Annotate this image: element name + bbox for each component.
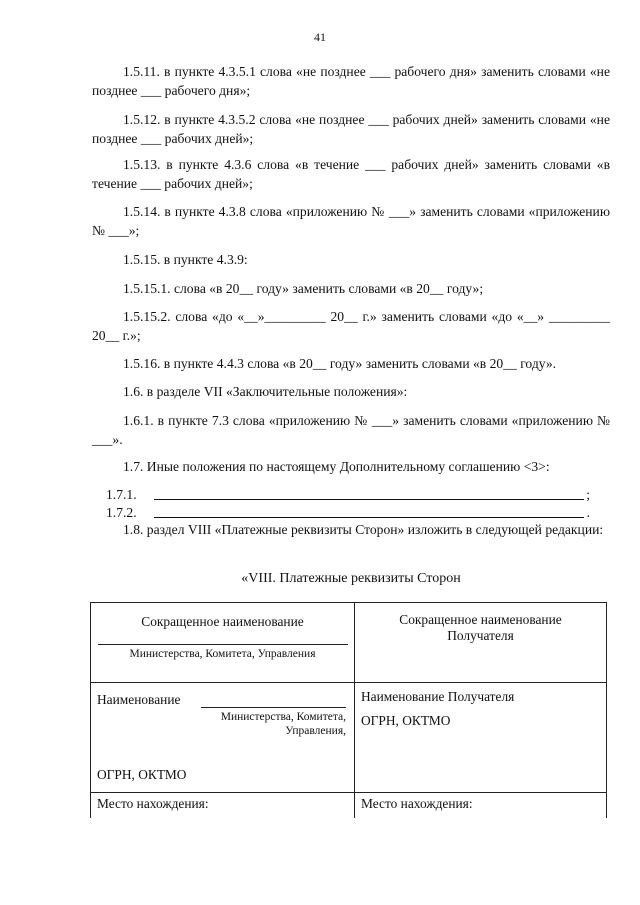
blank-line-label: 1.7.1. bbox=[106, 487, 137, 502]
blank-line-label: 1.7.2. bbox=[106, 505, 137, 520]
left-location: Место нахождения: bbox=[97, 796, 209, 811]
left-ogrn: ОГРН, ОКТМО bbox=[97, 767, 187, 782]
left-header-sub: Министерства, Комитета, Управления bbox=[129, 648, 316, 660]
section-title: «VIII. Платежные реквизиты Сторон bbox=[241, 571, 461, 586]
left-name-label: Наименование bbox=[97, 692, 181, 707]
paragraph-1-5-11: 1.5.11. в пункте 4.3.5.1 слова «не позднее ___ рабочего дня» заменить словами «не позднее ___ рабочего дня»; bbox=[92, 64, 610, 98]
payment-details-table bbox=[90, 602, 607, 818]
paragraph-1-6-1: 1.6.1. в пункте 7.3 слова «приложению № ___» заменить словами «приложению № ___». bbox=[92, 413, 610, 447]
left-header-cell bbox=[91, 603, 355, 683]
paragraph-1-5-16: 1.5.16. в пункте 4.4.3 слова «в 20__ году» заменить словами «в 20__ году». bbox=[123, 356, 557, 371]
blank-rule bbox=[154, 499, 584, 500]
right-header-cell bbox=[355, 603, 607, 683]
left-name-cell bbox=[91, 683, 355, 793]
right-header: Сокращенное наименование Получателя bbox=[399, 612, 562, 643]
paragraph-1-8: 1.8. раздел VIII «Платежные реквизиты Сторон» изложить в следующей редакции: bbox=[123, 522, 604, 537]
left-location-cell bbox=[91, 793, 355, 818]
blank-line-end: ; bbox=[586, 487, 590, 502]
left-name-sub: Министерства, Комитета, Управления, bbox=[220, 711, 346, 737]
paragraph-1-6: 1.6. в разделе VII «Заключительные положения»: bbox=[123, 384, 408, 399]
paragraph-1-5-15-2: 1.5.15.2. слова «до «__»_________ 20__ г.» заменить словами «до «__» _________ 20__ г.»; bbox=[92, 309, 610, 343]
blank-line-end: . bbox=[586, 505, 590, 520]
right-name-label: Наименование Получателя bbox=[361, 689, 515, 704]
left-header-underline bbox=[98, 644, 348, 645]
blank-rule bbox=[154, 517, 584, 518]
right-location: Место нахождения: bbox=[361, 796, 473, 811]
paragraph-1-5-15-1: 1.5.15.1. слова «в 20__ году» заменить словами «в 20__ году»; bbox=[123, 281, 484, 296]
left-name-underline bbox=[201, 707, 346, 708]
right-ogrn: ОГРН, ОКТМО bbox=[361, 713, 451, 728]
paragraph-1-5-15: 1.5.15. в пункте 4.3.9: bbox=[123, 252, 248, 267]
left-header: Сокращенное наименование bbox=[141, 614, 304, 629]
right-name-cell bbox=[355, 683, 607, 793]
right-location-cell bbox=[355, 793, 607, 818]
paragraph-1-5-14: 1.5.14. в пункте 4.3.8 слова «приложению № ___» заменить словами «приложению № ___»; bbox=[92, 204, 610, 238]
paragraph-1-7: 1.7. Иные положения по настоящему Дополнительному соглашению <3>: bbox=[123, 459, 550, 474]
paragraph-1-5-12: 1.5.12. в пункте 4.3.5.2 слова «не позднее ___ рабочих дней» заменить словами «не позднее ___ рабочих дней»; bbox=[92, 112, 610, 146]
page-number: 41 bbox=[314, 30, 326, 44]
paragraph-1-5-13: 1.5.13. в пункте 4.3.6 слова «в течение ___ рабочих дней» заменить словами «в течение ___ рабочих дней»; bbox=[92, 157, 610, 191]
